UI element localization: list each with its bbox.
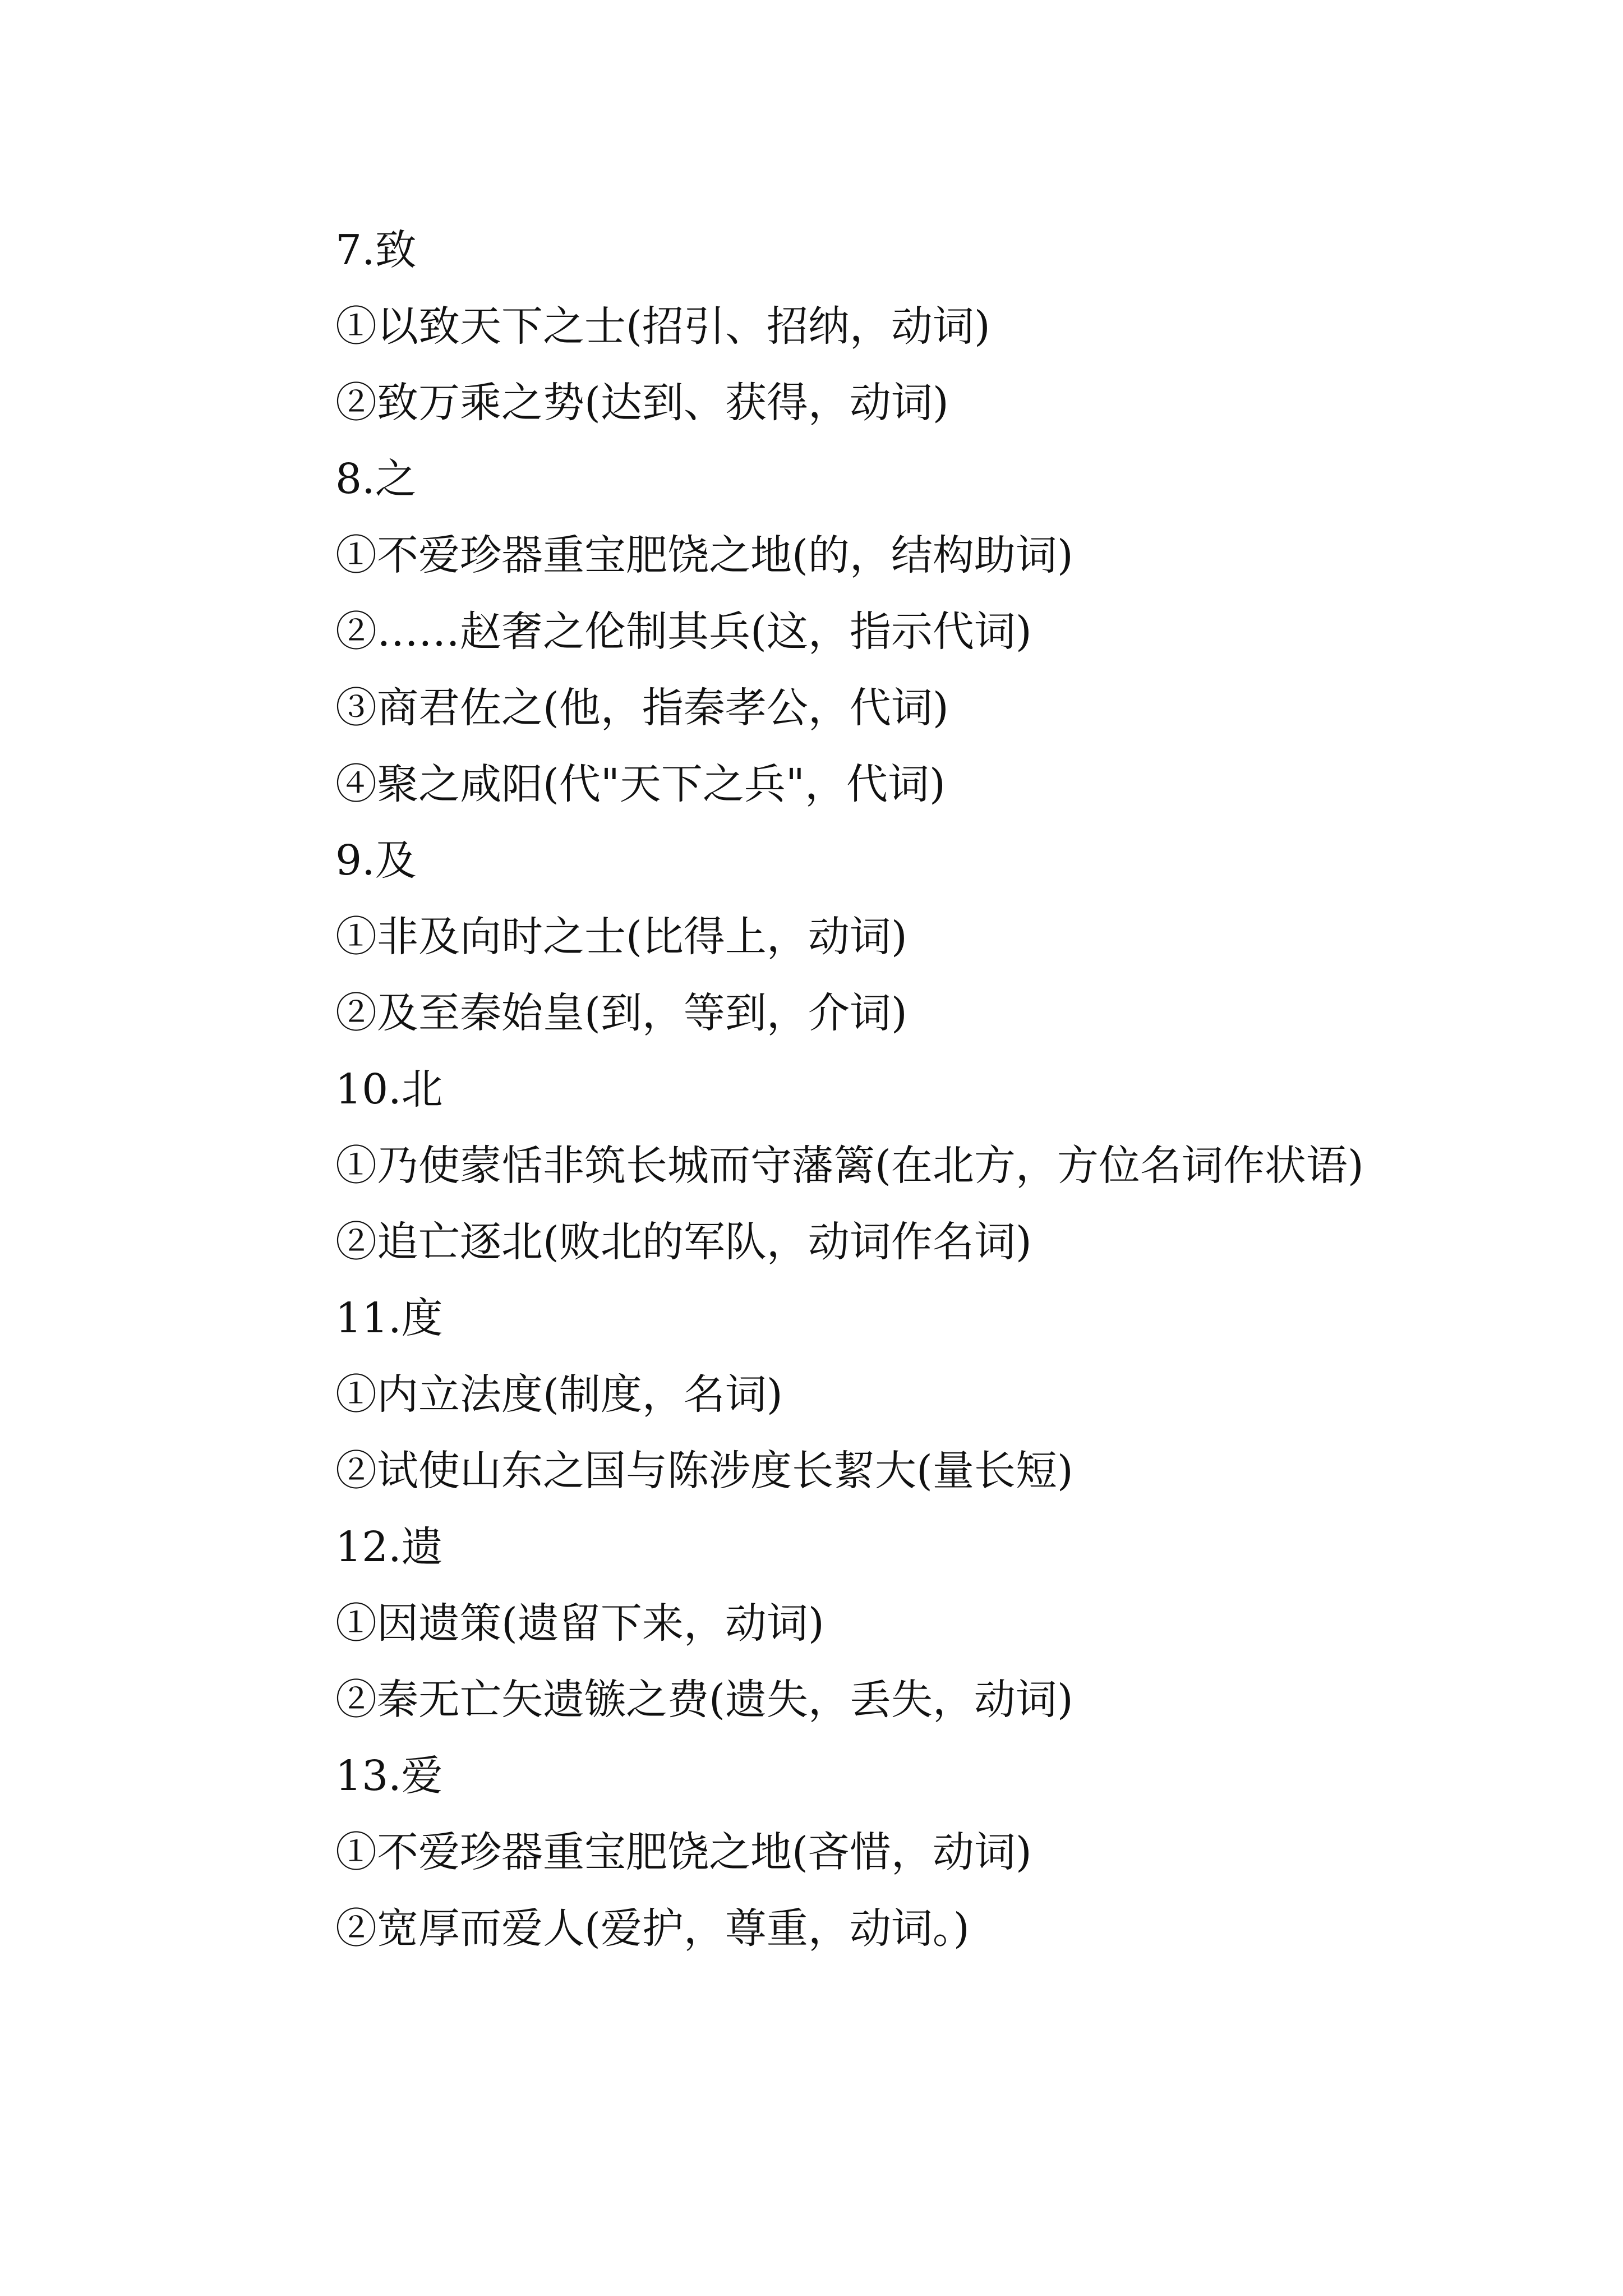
example-line: ③商君佐之(他，指秦孝公，代词) [335,684,949,732]
example-line: ②宽厚而爱人(爱护，尊重，动词。) [335,1904,970,1953]
example-line: ①非及向时之士(比得上，动词) [335,913,907,961]
entry-heading-13: 13.爱 [335,1752,443,1800]
example-line: ①因遗策(遗留下来，动词) [335,1599,824,1648]
entry-heading-11: 11.度 [335,1294,443,1342]
example-line: ②追亡逐北(败北的军队，动词作名词) [335,1218,1032,1266]
entry-heading-9: 9.及 [335,836,417,885]
entry-heading-7: 7.致 [335,226,417,274]
entry-heading-12: 12.遗 [335,1523,443,1571]
example-line-wrapped: ①乃使蒙恬非筑长城而守藩篱(在北方，方位名词作状语) [335,1142,1364,1190]
example-line: ①内立法度(制度，名词) [335,1370,783,1419]
document-body [247,212,1380,1967]
entry-heading-10: 10.北 [335,1065,443,1114]
example-line: ②试使山东之国与陈涉度长絜大(量长短) [335,1447,1073,1495]
example-line: ①不爱珍器重宝肥饶之地(的，结构助词) [335,531,1073,579]
example-line: ①不爱珍器重宝肥饶之地(吝惜，动词) [335,1828,1032,1876]
example-line: ④聚之咸阳(代"天下之兵"，代词) [335,760,946,808]
example-line: ②秦无亡矢遗镞之费(遗失，丢失，动词) [335,1676,1073,1724]
example-line: ②及至秦始皇(到，等到，介词) [335,989,907,1037]
entry-heading-8: 8.之 [335,455,417,503]
example-line: ②……赵奢之伦制其兵(这，指示代词) [335,608,1032,656]
example-line: ②致万乘之势(达到、获得，动词) [335,379,949,427]
example-line: ①以致天下之士(招引、招纳，动词) [335,302,990,351]
